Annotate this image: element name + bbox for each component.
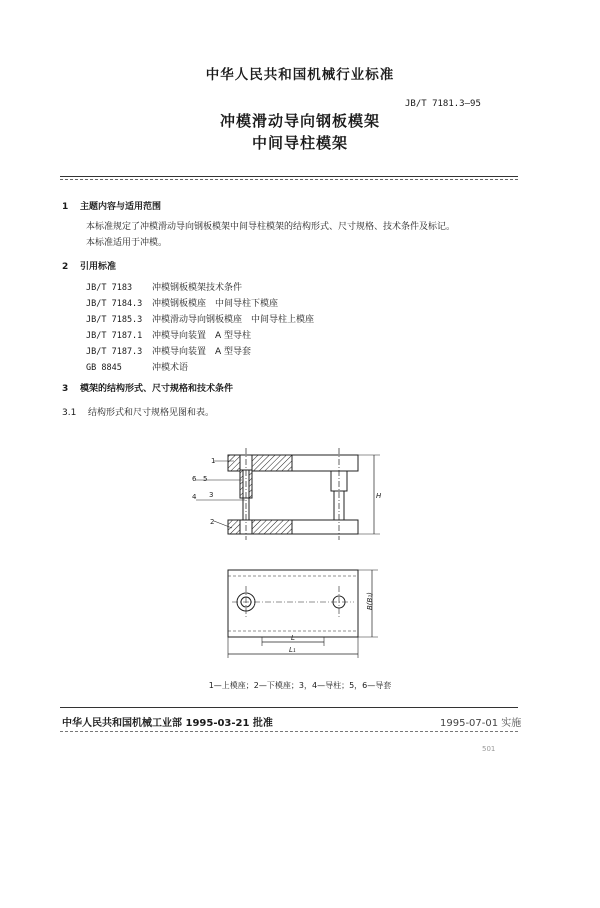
die-base-outline <box>228 570 358 637</box>
reference-name: 冲模钢板模架技术条件 <box>152 283 243 293</box>
implementation-date: 1995-07-01 实施 <box>440 718 522 729</box>
dimension-label-L: L <box>291 634 295 642</box>
figure-caption: 1—上模座；2—下模座；3，4—导柱；5，6—导套 <box>208 681 392 690</box>
plan-view <box>228 570 378 658</box>
upper-die-base-left-section <box>228 455 240 471</box>
document-subtitle: 中间导柱模架 <box>251 134 348 152</box>
document-title: 冲模滑动导向钢板模架 <box>219 112 380 130</box>
section-1-paragraph: 本标准规定了冲模滑动导向钢板模架中间导柱模架的结构形式、尺寸规格、技术条件及标记。 <box>86 222 456 232</box>
front-view <box>196 448 380 540</box>
section-title: 主题内容与适用范围 <box>80 202 162 212</box>
lower-die-base <box>228 520 358 534</box>
callout-label: 5 <box>203 475 208 483</box>
reference-code: JB/T 7187.3 <box>86 347 143 357</box>
reference-name: 冲模钢板模座 中间导柱下模座 <box>152 299 279 309</box>
subsection-text: 结构形式和尺寸规格见图和表。 <box>88 408 215 418</box>
approval-line: 中华人民共和国机械工业部 1995-03-21 批准 <box>62 718 273 729</box>
callout-label: 6 <box>192 475 197 483</box>
callout-label: 1 <box>211 457 216 465</box>
callout-label: 4 <box>192 493 197 501</box>
subsection-number: 3.1 <box>62 408 77 418</box>
reference-code: JB/T 7184.3 <box>86 299 143 309</box>
callout-label: 2 <box>210 518 215 526</box>
page-number: 501 <box>482 745 496 753</box>
callout-label: 3 <box>209 491 214 499</box>
dimension-label-B: B(B₁) <box>366 592 374 610</box>
section-number: 1 <box>62 202 69 212</box>
section-1-paragraph: 本标准适用于冲模。 <box>86 238 168 248</box>
lower-die-base-section <box>252 520 292 534</box>
dimension-label-L1: L₁ <box>289 646 296 654</box>
upper-die-base <box>228 455 358 471</box>
footer-rule-dashed <box>60 731 518 732</box>
reference-code: JB/T 7183 <box>86 283 133 293</box>
section-number: 3 <box>62 384 69 394</box>
reference-code: GB 8845 <box>86 363 122 373</box>
reference-name: 冲模导向装置 A 型导套 <box>152 347 252 357</box>
issuing-organization: 中华人民共和国机械行业标准 <box>205 67 395 83</box>
reference-code: JB/T 7187.1 <box>86 331 143 341</box>
reference-name: 冲模滑动导向钢板模座 中间导柱上模座 <box>152 315 315 325</box>
section-number: 2 <box>62 262 69 272</box>
upper-die-base-section <box>252 455 292 471</box>
dimension-label-H: H <box>376 492 382 500</box>
reference-name: 冲模导向装置 A 型导柱 <box>152 331 252 341</box>
section-title: 引用标准 <box>80 262 117 272</box>
standard-code: JB/T 7181.3—95 <box>405 99 481 109</box>
section-title: 模架的结构形式、尺寸规格和技术条件 <box>80 384 234 394</box>
reference-code: JB/T 7185.3 <box>86 315 143 325</box>
reference-name: 冲模术语 <box>152 363 189 373</box>
footer-rule <box>60 707 518 708</box>
